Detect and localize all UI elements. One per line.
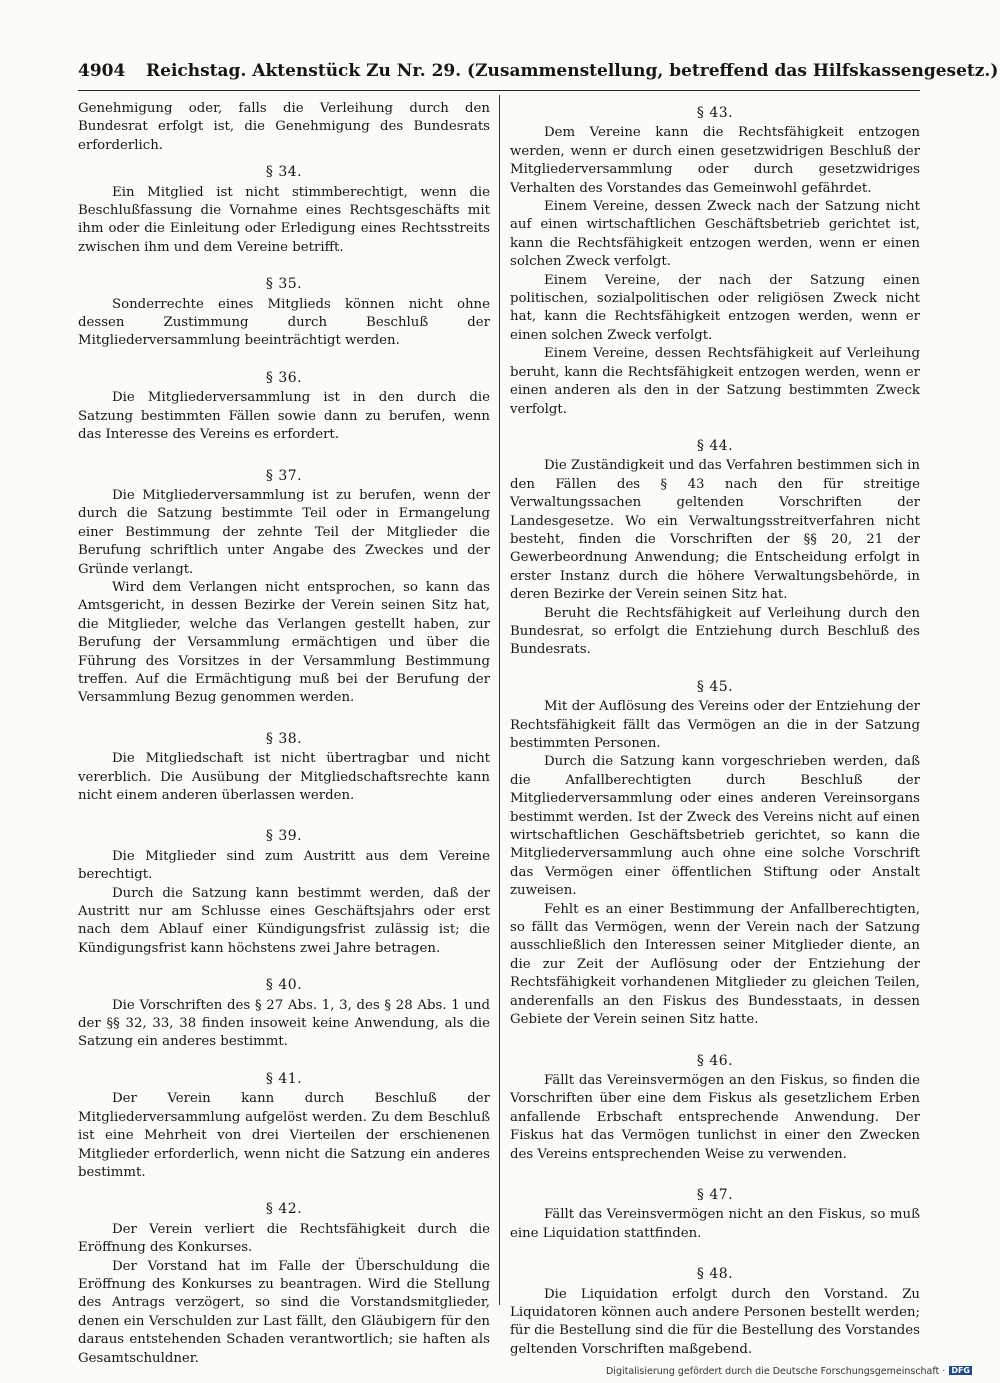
paragraph: Die Zuständigkeit und das Verfahren bestimmen sich in den Fällen des § 43 nach den für streitige Verwaltungssachen geltenden Vorschriften der Landesgesetze. Wo ein Verwaltungsstreitverfahren nicht besteht, finden die Vorschriften der §§ 20, 21 der Gewerbeordnung Anwendung; die Entscheidung erfolgt in erster Instanz durch die höhere Verwaltungsbehörde, in deren Bezirke der Verein seinen Sitz hat. (510, 458, 920, 603)
section-heading: § 41. (265, 1070, 303, 1087)
section-heading: § 39. (265, 828, 303, 845)
paragraph: Die Mitgliederversammlung ist zu berufen, wenn der durch die Satzung bestimmte Teil oder in Ermangelung einer Bestimmung der zehnte Teil der Mitglieder die Berufung schriftlich unter Angabe des Zweckes und der Gründe verlangt. (78, 487, 490, 577)
paragraph: Durch die Satzung kann vorgeschrieben werden, daß die Anfallberechtigten durch Beschluß der Mitgliederversammlung oder eines anderen Vereinsorgans bestimmt werden. Ist der Zweck des Vereins nicht auf einen wirtschaftlichen Geschäftsbetrieb gerichtet, so kann die Mitgliederversammlung auch ohne eine solche Vorschrift das Vermögen einer öffentlichen Stiftung oder Anstalt zuweisen. (510, 754, 920, 899)
paragraph: Der Verein kann durch Beschluß der Mitgliederversammlung aufgelöst werden. Zu dem Beschluß ist eine Mehrheit von drei Vierteilen der erschienenen Mitglieder erforderlich, wenn nicht die Satzung ein anderes bestimmt. (78, 1091, 490, 1180)
column-divider (499, 95, 500, 1305)
paragraph: Durch die Satzung kann bestimmt werden, daß der Austritt nur am Schlusse eines Geschäftsjahrs oder erst nach dem Ablauf einer Kündigungsfrist zulässig ist; die Kündigungsfrist kann höchstens zwei Jahre betragen. (78, 885, 490, 956)
section-heading: § 46. (696, 1052, 734, 1069)
paragraph: Fehlt es an einer Bestimmung der Anfallberechtigten, so fällt das Vermögen, wenn der Verein nach der Satzung ausschließlich den Interessen seiner Mitglieder diente, an die zur Zeit der Auflösung oder der Entziehung der Rechtsfähigkeit vorhandenen Mitglieder zu gleichen Teilen, anderenfalls an den Fiskus des Bundesstaats, in dessen Gebiete der Verein seinen Sitz hatte. (510, 901, 920, 1028)
paragraph: Die Mitgliederversammlung ist in den durch die Satzung bestimmten Fällen sowie dann zu berufen, wenn das Interesse des Vereins es erfordert. (78, 390, 490, 443)
paragraph: Einem Vereine, dessen Rechtsfähigkeit auf Verleihung beruht, kann die Rechtsfähigkeit entzogen werden, wenn er einen anderen als den in der Satzung bestimmten Zweck verfolgt. (510, 346, 920, 417)
left-column (78, 100, 490, 1368)
section-heading: § 47. (696, 1186, 734, 1203)
paragraph: Fällt das Vereinsvermögen nicht an den Fiskus, so muß eine Liquidation stattfinden. (510, 1207, 920, 1241)
page-header (78, 56, 999, 86)
paragraph: Dem Vereine kann die Rechtsfähigkeit entzogen werden, wenn er durch einen gesetzwidrigen Beschluß der Mitgliederversammlung oder durch gesetzwidriges Verhalten des Vorstandes das Gemeinwohl gefährdet. (510, 125, 920, 196)
section-heading: § 36. (265, 369, 303, 386)
digitization-credit (606, 1366, 972, 1380)
paragraph: Ein Mitglied ist nicht stimmberechtigt, wenn die Beschlußfassung die Vornahme eines Rechtsgeschäfts mit ihm oder die Einleitung oder Erledigung eines Rechtsstreits zwischen ihm und dem Vereine betrifft. (78, 184, 490, 255)
section-heading: § 40. (265, 977, 303, 994)
section-heading: § 43. (696, 105, 734, 121)
page-number: 4904 (78, 61, 126, 81)
paragraph: Genehmigung oder, falls die Verleihung durch den Bundesrat erfolgt ist, die Genehmigung des Bundesrats erforderlich. (78, 101, 490, 153)
paragraph: Sonderrechte eines Mitglieds können nicht ohne dessen Zustimmung durch Beschluß der Mitgliederversammlung beeinträchtigt werden. (78, 296, 490, 349)
section-heading: § 45. (696, 678, 734, 695)
paragraph: Der Vorstand hat im Falle der Überschuldung die Eröffnung des Konkurses zu beantragen. Wird die Stellung des Antrags verzögert, so sind die Vorstandsmitglieder, denen ein Verschulden zur Last fällt, den Gläubigern für den daraus entstehenden Schaden verantwortlich; sie haften als Gesamtschuldner. (78, 1258, 490, 1366)
paragraph: Mit der Auflösung des Vereins oder der Entziehung der Rechtsfähigkeit fällt das Vermögen an die in der Satzung bestimmten Personen. (510, 699, 920, 751)
right-column (510, 100, 920, 1359)
section-heading: § 48. (696, 1266, 734, 1283)
paragraph: Beruht die Rechtsfähigkeit auf Verleihung durch den Bundesrat, so erfolgt die Entziehung durch Beschluß des Bundesrats. (510, 605, 920, 658)
section-heading: § 37. (265, 467, 303, 484)
section-heading: § 35. (265, 276, 303, 293)
running-title: Reichstag. Aktenstück Zu Nr. 29. (Zusammenstellung, betreffend das Hilfskassengesetz.) (146, 61, 999, 81)
paragraph: Die Mitgliedschaft ist nicht übertragbar und nicht vererblich. Die Ausübung der Mitgliedschaftsrechte kann nicht einem anderen überlassen werden. (78, 751, 490, 803)
section-heading: § 38. (265, 730, 303, 747)
header-rule (78, 90, 920, 91)
credit-text: Digitalisierung gefördert durch die Deutsche Forschungsgemeinschaft · (605, 1366, 946, 1377)
section-heading: § 42. (265, 1201, 303, 1218)
section-heading: § 44. (696, 437, 734, 454)
paragraph: Fällt das Vereinsvermögen an den Fiskus, so finden die Vorschriften über eine dem Fiskus als gesetzlichem Erben anfallende Erbschaft entsprechende Anwendung. Der Fiskus hat das Vermögen tunlichst in einer den Zwecken des Vereins entsprechenden Weise zu verwenden. (510, 1072, 920, 1162)
paragraph: Einem Vereine, der nach der Satzung einen politischen, sozialpolitischen oder religiösen Zweck nicht hat, kann die Rechtsfähigkeit entzogen werden, wenn er einen solchen Zweck verfolgt. (510, 272, 920, 343)
paragraph: Die Vorschriften des § 27 Abs. 1, 3, des § 28 Abs. 1 und der §§ 32, 33, 38 finden insoweit keine Anwendung, als die Satzung ein anderes bestimmt. (78, 997, 490, 1050)
dfg-logo-icon: DFG (951, 1366, 970, 1375)
section-heading: § 34. (265, 164, 303, 181)
paragraph: Die Liquidation erfolgt durch den Vorstand. Zu Liquidatoren können auch andere Personen bestellt werden; für die Bestellung sind die für die Bestellung des Vorstandes geltenden Vorschriften maßgebend. (510, 1286, 920, 1357)
paragraph: Die Mitglieder sind zum Austritt aus dem Vereine berechtigt. (78, 848, 490, 883)
paragraph: Der Verein verliert die Rechtsfähigkeit durch die Eröffnung des Konkurses. (78, 1221, 490, 1256)
paragraph: Einem Vereine, dessen Zweck nach der Satzung nicht auf einen wirtschaftlichen Geschäftsbetrieb gerichtet ist, kann die Rechtsfähigkeit entzogen werden, wenn er einen solchen Zweck verfolgt. (510, 199, 920, 270)
paragraph: Wird dem Verlangen nicht entsprochen, so kann das Amtsgericht, in dessen Bezirke der Verein seinen Sitz hat, die Mitglieder, welche das Verlangen gestellt haben, zur Berufung der Versammlung ermächtigen und über die Führung des Vorsitzes in der Versammlung Bestimmung treffen. Auf die Ermächtigung muß bei der Berufung der Versammlung Bezug genommen werden. (78, 579, 490, 706)
